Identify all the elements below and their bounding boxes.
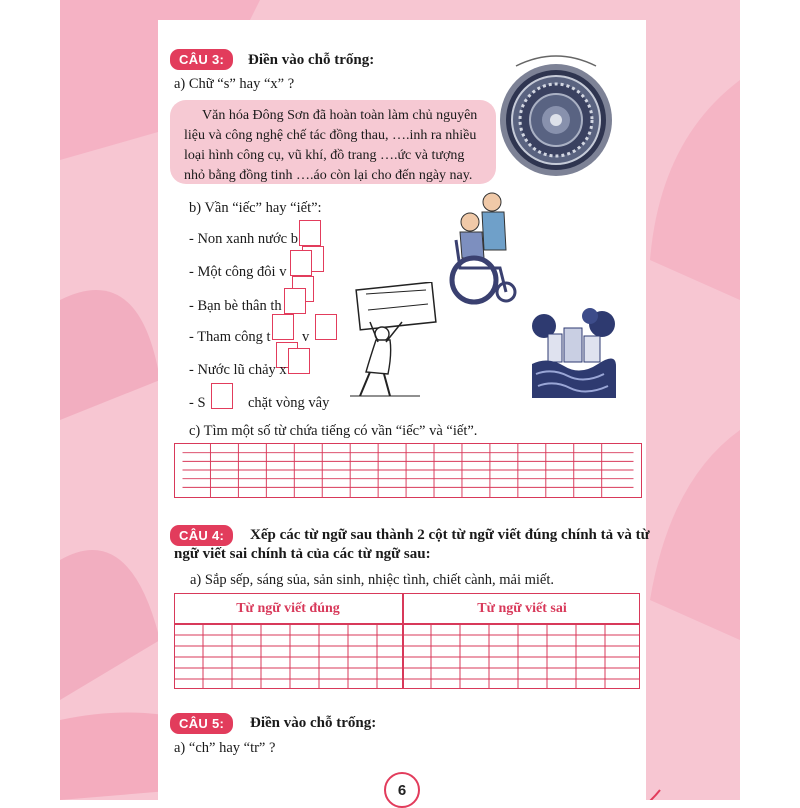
question-3-part-b: b) Vần “iếc” hay “iết”: (189, 200, 322, 216)
question-3-part-c: c) Tìm một số từ chứa tiếng có vần “iếc” và “iết”. (189, 423, 478, 439)
passage-line: loại hình công cụ, vũ khí, đồ trang ….ức và tượng (184, 148, 465, 163)
fill-line-4: - Tham công t (189, 329, 271, 345)
answer-box-5[interactable] (288, 348, 310, 374)
answer-box-6[interactable] (211, 383, 233, 409)
question-5-title: Điền vào chỗ trống: (250, 715, 377, 731)
porter-carrying-box-image (330, 282, 440, 400)
fill-line-4-suffix: v (302, 329, 310, 345)
passage-line: Văn hóa Đông Sơn đã hoàn toàn làm chủ nguyên (202, 108, 478, 123)
fill-line-1: - Non xanh nước b (189, 231, 298, 247)
question-3-title: Điền vào chỗ trống: (248, 52, 375, 68)
fill-line-6: - S (189, 395, 206, 411)
question-3-part-a: a) Chữ “s” hay “x” ? (174, 76, 295, 92)
flood-town-image (528, 308, 618, 398)
table-writing-grid[interactable] (174, 624, 640, 689)
question-4-part-a: a) Sắp sếp, sáng sủa, sản sinh, nhiệc tình, chiết cành, mải miết. (190, 572, 555, 588)
column-correct-header: Từ ngữ viết đúng (236, 601, 340, 616)
question-4-title-line-1: Xếp các từ ngữ sau thành 2 cột từ ngữ viết đúng chính tả và từ (250, 527, 650, 543)
answer-box-4a[interactable] (272, 314, 294, 340)
fill-line-3: - Bạn bè thân th (189, 298, 282, 314)
answer-box-3[interactable] (284, 288, 306, 314)
bronze-drum-image (496, 48, 616, 180)
question-5-badge: CÂU 5: (170, 713, 233, 734)
passage-line: nhỏ bằng đồng tinh ….áo còn lại cho đến ngày nay. (184, 168, 473, 183)
question-5-part-a: a) “ch” hay “tr” ? (174, 740, 276, 756)
writing-grid-q3[interactable] (174, 443, 642, 498)
answer-box-2[interactable] (290, 250, 312, 276)
question-4-badge: CÂU 4: (170, 525, 233, 546)
wheelchair-friends-image (440, 188, 530, 308)
column-wrong-header: Từ ngữ viết sai (477, 601, 567, 616)
dong-son-passage (170, 100, 496, 184)
fill-line-5: - Nước lũ chảy x (189, 362, 287, 378)
question-3-badge: CÂU 3: (170, 49, 233, 70)
answer-box-1[interactable] (299, 220, 321, 246)
passage-line: liệu và công nghệ chế tác đồng thau, ….inh ra nhiều (184, 128, 477, 143)
fill-line-6-suffix: chặt vòng vây (248, 395, 330, 411)
question-4-title-line-2: ngữ viết sai chính tả của các từ ngữ sau: (174, 546, 431, 562)
page-number: 6 (384, 772, 420, 808)
fill-line-2: - Một công đôi v (189, 264, 287, 280)
